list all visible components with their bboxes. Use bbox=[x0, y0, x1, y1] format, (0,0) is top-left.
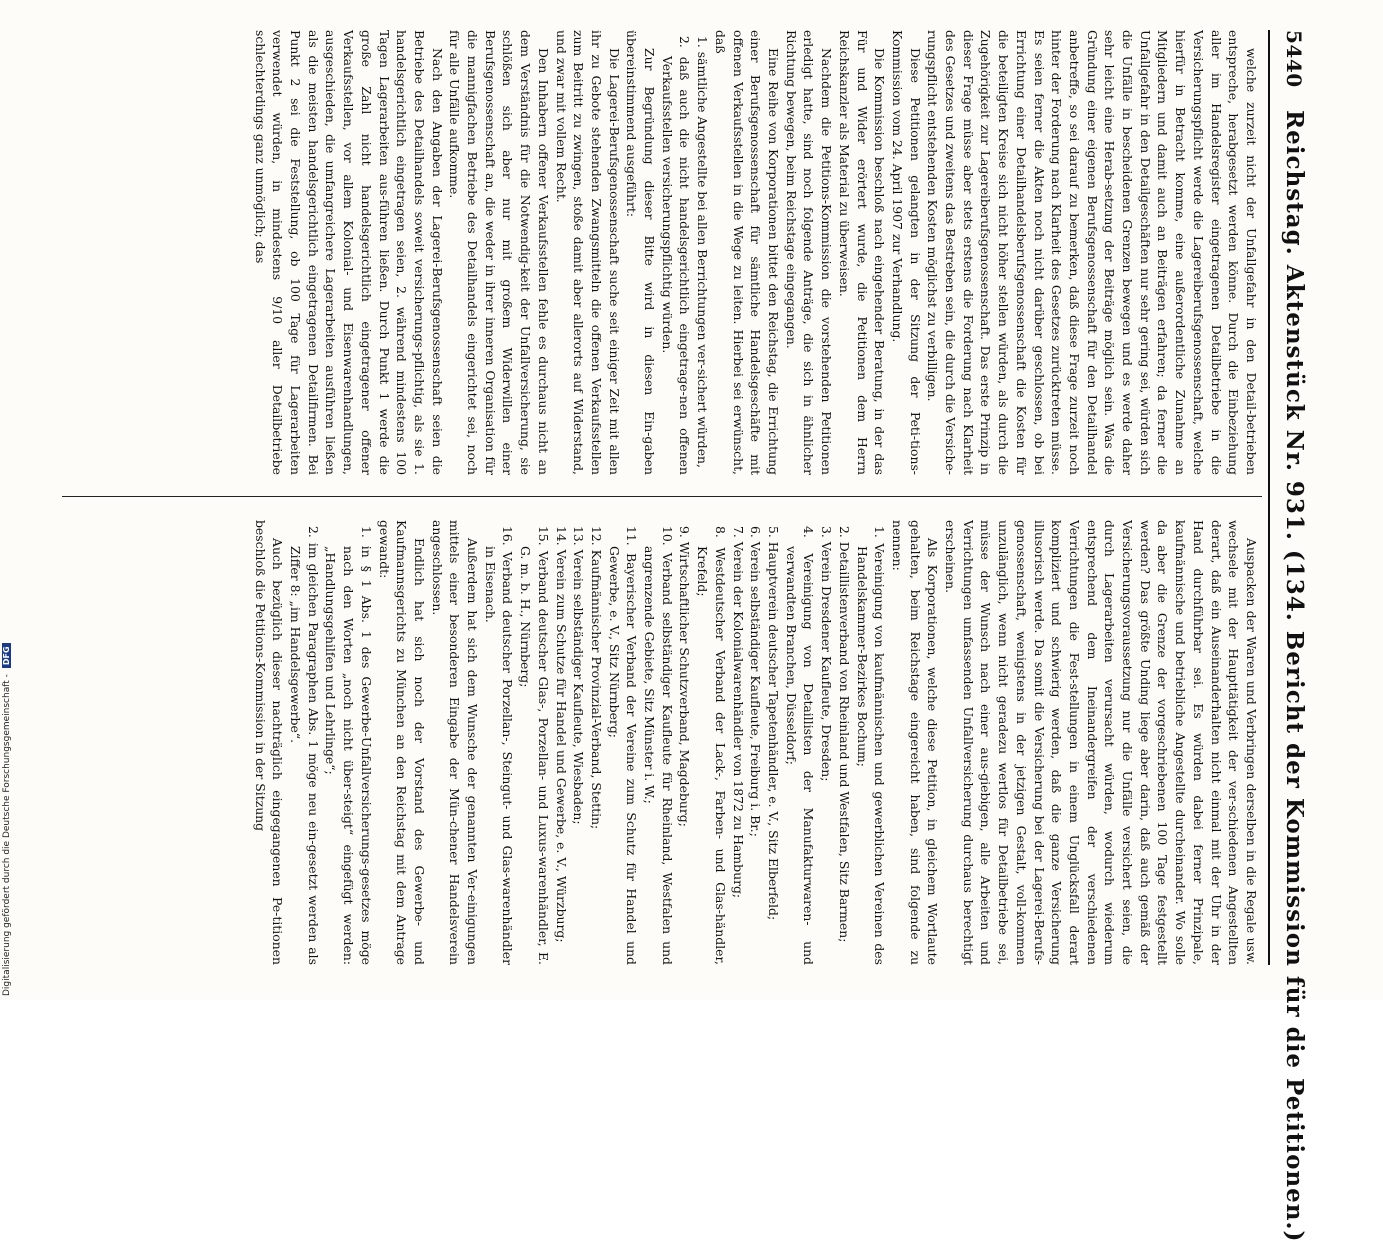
column-divider bbox=[62, 496, 1262, 497]
page-number: 5440 bbox=[1282, 30, 1306, 88]
paragraph: Auch bezüglich dieser nachträglich eingegangenen Pe-titionen beschloß die Petitions-Kommission in der Sitzung bbox=[252, 520, 286, 965]
paragraph: welche zurzeit nicht der Unfallgefahr in den Detail-betrieben entspreche, herabgesetzt werden könne. Durch die Einbeziehung aller im Handelsregister eingetragenen Detailbetriebe in die Versicherungspflicht werde die Lagereiberufsgenossenschaft, welche hierfür in Betracht komme, eine außerordentliche Zunahme an Mitgliedern und damit auch an Beiträgen erfahren; da ferner die Unfallgefahr in den Detailgeschäften nur sehr gering sei, würden sich die Unfälle in bescheidenen Grenzen bewegen und es werde daher sehr leicht eine Herab-setzung der Beiträge möglich sein. Was die Gründung einer eigenen Berufsgenossenschaft für den Detailhandel anbetreffe, so sei darauf zu bemerken, daß diese Frage zurzeit noch hinter der Forderung nach Klarheit des Gesetzes zurücktreten müsse. Es seien ferner die Akten noch nicht darüber geschlossen, ob bei Errichtung einer Detailhandelsberufsgenossenschaft die Kosten für die beteiligten Kreise sich nicht höher stellen würden, als durch die Zugehörigkeit zur Lagereiberufsgenossenschaft. Das erste Prinzip in dieser Frage müsse aber stets erstens die Forderung nach Klarheit des Gesetzes und zweitens das Bestreben sein, die durch die Versiche-rungspflicht entstehenden Kosten möglichst zu verbilligen. bbox=[925, 30, 1259, 475]
list-item: 12. Kaufmännischer Provinzial-Verband, Stettin; bbox=[588, 526, 604, 830]
right-column bbox=[60, 520, 1260, 965]
page-header bbox=[1272, 30, 1312, 1242]
paragraph: Endlich hat sich noch der Vorstand des Gewerbe- und Kaufmannsgerichts zu München an den Reichstag mit dem Antrage gewandt: bbox=[376, 520, 427, 965]
list-item: 1. in § 1 Abs. 1 des Gewerbe-Unfallversicherungs-gesetzes möge nach den Worten „noch nicht über-steigt“ eingefügt werden: „Handlungsgehilfen und Lehrlinge“; bbox=[323, 526, 374, 965]
list-item: 1. Vereinigung von kaufmännischen und gewerblichen Vereinen des Handelskammer-Bezirkes Bochum; bbox=[854, 526, 888, 965]
list-item: 3. Verein Dresdener Kaufleute, Dresden; bbox=[819, 526, 835, 782]
paragraph: Zur Begründung dieser Bitte wird in diesen Ein-gaben übereinstimmend ausgeführt: bbox=[624, 30, 658, 475]
dfg-logo: DFG bbox=[2, 643, 11, 668]
paragraph: Die Lagerei-Berufsgenossenschaft suche seit einiger Zeit mit allen ihr zu Gebote stehenden Zwangsmitteln die offenen Verkaufsstellen zum Beitritt zu zwingen, stoße damit aber allerorts auf Widerstand, und zwar mit vollem Recht. bbox=[553, 30, 622, 475]
paragraph: Auspacken der Waren und Verbringen derselben in die Regale usw. wechsele mit der Haupttätigkeit der ver-schiedenen Angestellten derart, daß ein Auseinanderhalten nicht einmal mit der Uhr in der Hand durchführbar sei. Es würden dabei ferner Prinzipale, kaufmännische und betriebliche Angestellte durcheinander. Wo solle da aber die Grenze der vorgeschriebenen 100 Tage festgestellt werden? Das größte Unding liege aber darin, daß auch gemäß der Versicherungsvoraussetzung nur die Unfälle versichert seien, die durch Lagerarbeiten verursacht würden, wodurch wiederum entsprechend dem Ineinandergreifen der verschiedenen Verrichtungen die Fest-stellungen in einem Unglücksfall derart kompliziert und schwierig werden, daß die ganze Versicherung illusorisch werde. Da somit die Versicherung bei der Lagerei-Berufs-genossenschaft, wenigstens in der jetzigen Gestalt, voll-kommen unzulänglich, wenn nicht geradezu wertlos für Detailbetriebe sei, müsse der Wunsch nach einer aus-giebigen, alle Arbeiten und Verrichtungen umfassenden Unfallversicherung durchaus berechtigt erscheinen. bbox=[943, 520, 1259, 965]
list-item: 16. Verband deutscher Porzellan-, Steingut- und Glas-warenhändler in Eisenach. bbox=[482, 526, 516, 965]
list-item: 9. Wirtschaftlicher Schutzverband, Magdeburg; bbox=[677, 526, 693, 827]
rotated-page bbox=[50, 0, 1330, 1242]
paragraph: Eine Reihe von Korporationen bittet den Reichstag, die Errichtung einer Berufsgenossenschaft für sämtliche Handelsgeschäfte mit offenen Verkaufsstellen in die Wege zu leiten. Hierbei sei erwünscht, daß bbox=[712, 30, 782, 475]
paragraph: Diese Petitionen gelangten in der Sitzung der Peti-tions-Kommission vom 24. April 1907 zur Verhandlung. bbox=[889, 30, 923, 475]
left-column bbox=[60, 30, 1260, 475]
header-rule bbox=[1268, 30, 1270, 965]
digitization-footer bbox=[2, 643, 12, 996]
list-item: 10. Verband selbständiger Kaufleute für Rheinland, Westfalen und angrenzende Gebiete, Sitz Münster i. W.; bbox=[642, 526, 675, 965]
page-title: Reichstag. Aktenstück Nr. 931. (134. Bericht der Kommission für die Petitionen.) bbox=[1281, 110, 1308, 1242]
paragraph: Die Kommission beschloß nach eingehender Beratung, in der das Für und Wider erörtert wurde, die Petitionen dem Herrn Reichskanzler als Material zu überweisen. bbox=[836, 30, 888, 475]
list-item: 2. daß auch die nicht handelsgerichtlich eingetrage-nen offenen Verkaufsstellen versicherungspflichtig würden. bbox=[659, 36, 693, 475]
list-item: 6. Verein selbständiger Kaufleute, Freiburg i. Br.; bbox=[748, 526, 764, 837]
list-item: 13. Verein selbständiger Kaufleute, Wiesbaden; bbox=[571, 526, 587, 825]
list-item: 7. Verein der Kolonialwarenhändler von 1872 zu Hamburg; bbox=[730, 526, 746, 899]
paragraph: Außerdem hat sich dem Wunsche der genannten Ver-einigungen mittels einer besonderen Eingabe der Mün-chener Handelsverein angeschlossen. bbox=[429, 520, 481, 965]
paragraph: Als Korporationen, welche diese Petition, in gleichem Wortlaute gehalten, beim Reichstage eingereicht haben, sind folgende zu nennen: bbox=[889, 520, 941, 965]
list-item: 2. im gleichen Paragraphen Abs. 1 möge neu ein-gesetzt werden als Ziffer 8: „im Handelsgewerbe“. bbox=[288, 526, 321, 965]
paragraph: Nach den Angaben der Lagerei-Berufsgenossenschaft seien die Betriebe des Detailhandels soweit versicherungs-pflichtig, als sie 1. handelsgerichtlich eingetragen seien, 2. während mindestens 100 Tagen Lagerarbeiten aus-führen ließen. Durch Punkt 1 werde die große Zahl nicht handelsgerichtlich eingetragener offener Verkaufsstellen, vor allem Kolonial- und Eisenwarenhandlungen, ausgeschieden, die umfangreichere Lagerarbeiten ausführen ließen als die meisten handelsgerichtlich eingetragenen Detailfirmen. Bei Punkt 2 sei die Feststellung, ob 100 Tage für Lagerarbeiten verwendet würden, in mindestens 9/10 aller Detailbetriebe schlechterdings ganz unmöglich; das bbox=[252, 30, 445, 475]
list-item: 1. sämtliche Angestellte bei allen Berrichtungen ver-sichert würden, bbox=[695, 36, 711, 468]
list-item: 4. Vereinigung von Detaillisten der Manufakturwaren- und verwandten Branchen, Düsseldorf; bbox=[783, 526, 817, 965]
list-item: 15. Verband deutscher Glas-, Porzellan- und Luxus-warenhändler, E. G. m. b. H., Nürnberg; bbox=[518, 526, 551, 965]
list-item: 11. Bayerischer Verband der Vereine zum Schutz für Handel und Gewerbe, e. V., Sitz Nürnberg; bbox=[606, 526, 640, 965]
footer-text: Digitalisierung gefördert durch die Deutsche Forschungsgemeinschaft - bbox=[2, 674, 12, 996]
list-item: 2. Detaillistenverband von Rheinland und Westfalen, Sitz Barmen; bbox=[836, 526, 852, 943]
paragraph: Den Inhabern offener Verkaufsstellen fehle es durchaus nicht an dem Verständnis für die Notwendig-keit der Unfallversicherung, sie schlößen sich aber nur mit großem Widerwillen einer Berufsgenossenschaft an, die weder in ihrer inneren Organisation für die mannigfachen Betriebe des Detailhandels eingerichtet sei, noch für alle Unfälle aufkomme. bbox=[447, 30, 551, 475]
list-item: 8. Westdeutscher Verband der Lack-, Farben- und Glas-händler, Krefeld; bbox=[695, 526, 728, 965]
list-item: 14. Verein zum Schutze für Handel und Gewerbe, e. V., Würzburg; bbox=[553, 526, 569, 943]
list-item: 5. Hauptverein deutscher Tapetenhändler, e. V., Sitz Elberfeld; bbox=[766, 526, 782, 921]
paragraph: Nachdem die Petitions-Kommission die vorstehenden Petitionen erledigt hatte, sind noch folgende Anträge, die sich in ähnlicher Richtung bewegen, beim Reichstage eingegangen. bbox=[783, 30, 835, 475]
